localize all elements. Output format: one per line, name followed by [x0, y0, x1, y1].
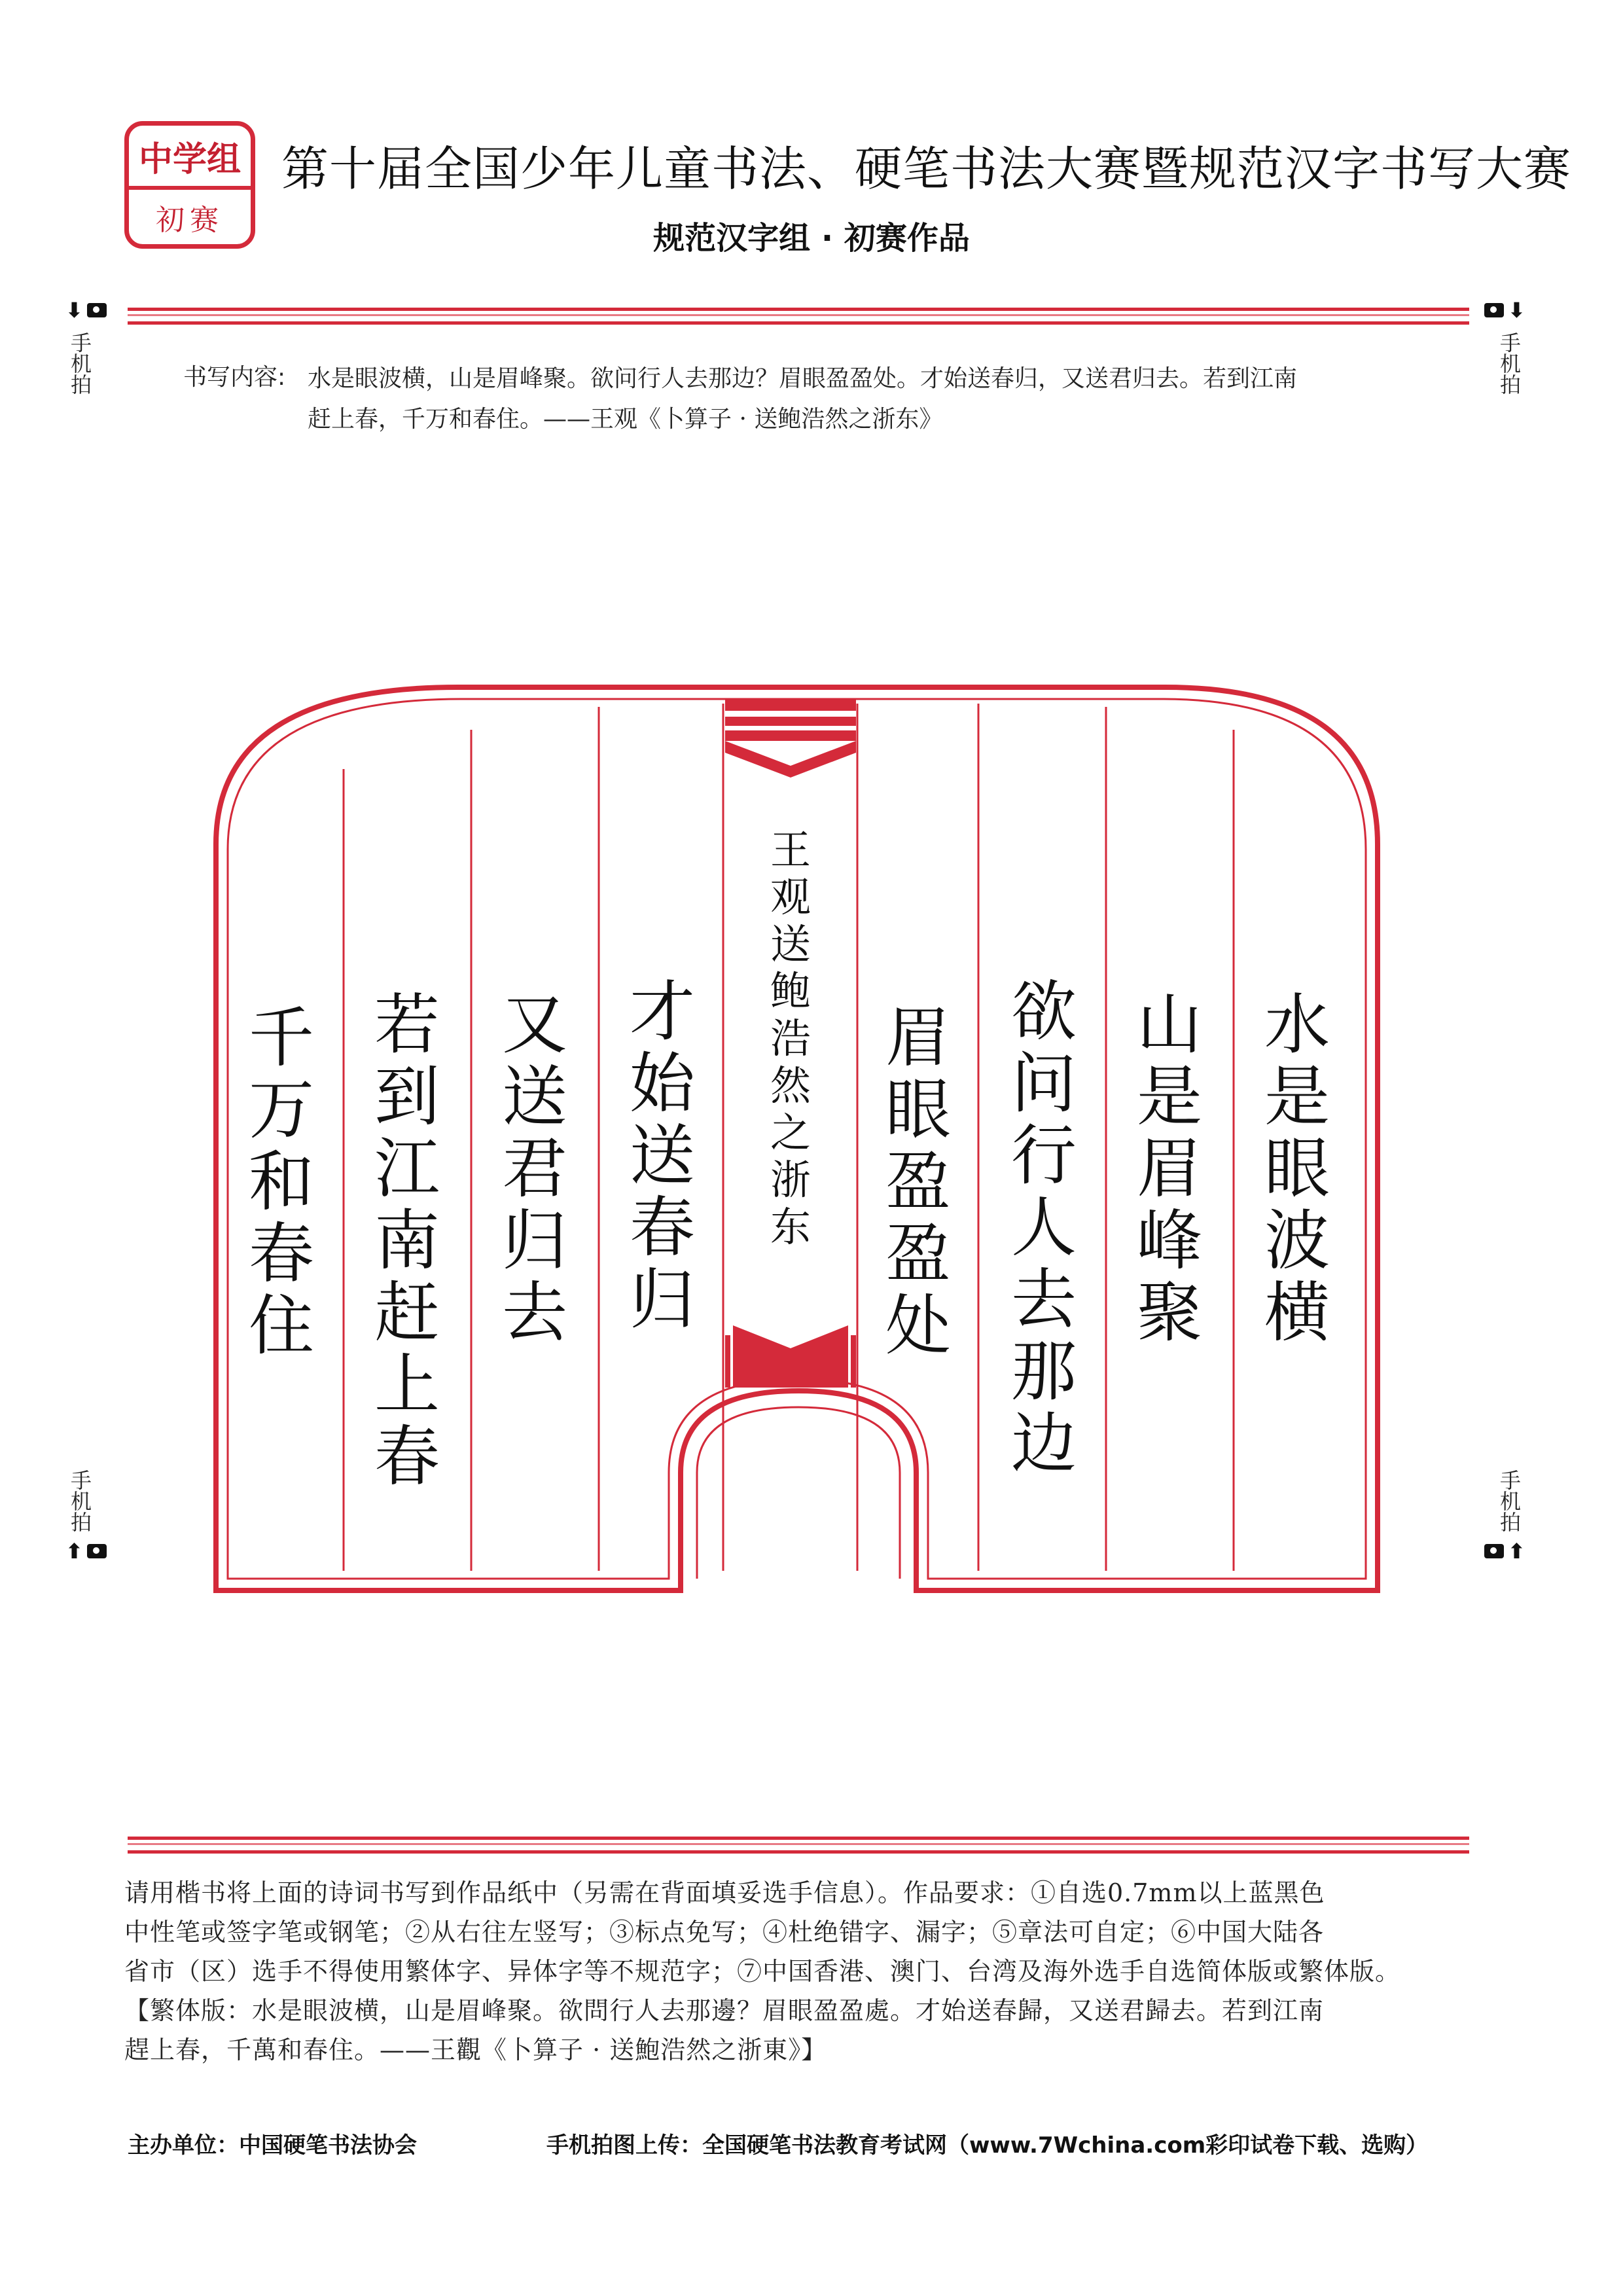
artwork-column: 若到江南赶上春 [374, 986, 440, 1495]
arrow-down-icon: ⬇ [1508, 298, 1525, 323]
upload-info: 手机拍图上传：全国硬笔书法教育考试网（www.7Wchina.com彩印试卷下载、选购） [546, 2132, 1429, 2159]
instructions-line-4: 【繁体版：水是眼波横，山是眉峰聚。欲問行人去那邊？眉眼盈盈處。才始送春歸，又送君歸去。若到江南 [124, 1996, 1325, 2025]
bottom-rule [128, 1837, 1469, 1854]
marker-bottom-left [65, 1469, 107, 1564]
photo-label: 手机拍 [1497, 332, 1522, 395]
artwork-column: 水是眼波横 [1264, 986, 1330, 1351]
photo-label: 手机拍 [1497, 1469, 1522, 1532]
photo-label: 手机拍 [67, 332, 92, 395]
badge-group: 中学组 [138, 139, 241, 179]
arrow-down-icon: ⬇ [65, 298, 83, 323]
content-line-1: 水是眼波横，山是眉峰聚。欲问行人去那边？眉眼盈盈处。才始送春归，又送君归去。若到江南 [308, 365, 1298, 392]
content-label: 书写内容: [183, 364, 286, 391]
instructions-line-1: 请用楷书将上面的诗词书写到作品纸中（另需在背面填妥选手信息）。作品要求：①自选0.7mm以上蓝黑色 [124, 1878, 1325, 1907]
instructions-line-5: 趕上春，千萬和春住。——王觀《卜算子 · 送鮑浩然之浙東》】 [124, 2036, 827, 2064]
camera-icon [87, 1544, 107, 1558]
marker-bottom-right [1484, 1469, 1525, 1564]
camera-icon [1484, 1544, 1504, 1558]
artwork-signature: 王观送鲍浩然之浙东 [770, 826, 812, 1251]
content-line-2: 赶上春，千万和春住。——王观《卜算子 · 送鲍浩然之浙东》 [308, 406, 943, 433]
artwork-column: 千万和春住 [249, 999, 314, 1364]
arrow-up-icon: ⬆ [65, 1539, 83, 1564]
organizer: 主办单位：中国硬笔书法协会 [128, 2132, 417, 2159]
artwork-column: 欲问行人去那边 [1011, 973, 1077, 1482]
artwork-column: 又送君归去 [502, 986, 567, 1351]
page-title: 第十届全国少年儿童书法、硬笔书法大赛暨规范汉字书写大赛 [281, 141, 1572, 196]
page-subtitle: 规范汉字组 · 初赛作品 [653, 220, 970, 257]
instructions [124, 1873, 1505, 2070]
instructions-line-3: 省市（区）选手不得使用繁体字、异体字等不规范字；⑦中国香港、澳门、台湾及海外选手自选简体版或繁体版。 [124, 1957, 1401, 1986]
artwork-column: 眉眼盈盈处 [885, 999, 951, 1364]
arrow-up-icon: ⬆ [1508, 1539, 1525, 1564]
instructions-line-2: 中性笔或签字笔或钢笔；②从右往左竖写；③标点免写；④杜绝错字、漏字；⑤章法可自定；⑥中国大陆各 [124, 1918, 1325, 1946]
photo-label: 手机拍 [67, 1469, 92, 1532]
artwork-column: 才始送春归 [630, 973, 695, 1338]
center-arc [697, 1407, 900, 1579]
badge-stage: 初赛 [156, 204, 224, 237]
artwork-column: 山是眉峰聚 [1137, 986, 1202, 1351]
